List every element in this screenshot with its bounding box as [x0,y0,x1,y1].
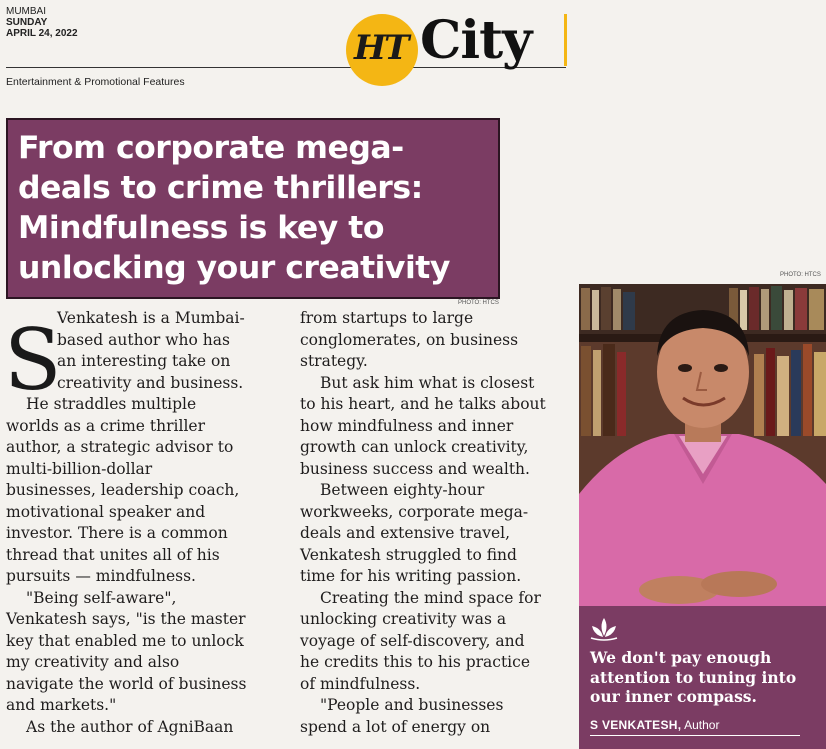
text-line: spend a lot of energy on [300,717,491,736]
headline-line: Mindfulness is key to [18,210,384,246]
text-line: Creating the mind space for [320,588,541,607]
text-line: conglomerates, on business [300,330,519,349]
pull-quote-text [590,648,796,707]
text-line: businesses, leadership coach, [6,481,240,499]
text-line: time for his writing passion. [300,567,522,585]
text-line: creativity and business. [57,373,244,392]
lotus-icon [589,616,619,642]
portrait-photo-credit: PHOTO: HTCS [780,272,821,278]
text-line: navigate the world of business [6,674,247,693]
text-line: growth can unlock creativity, [300,438,529,456]
quote-author-role: Author [684,718,720,732]
text-line: unlocking creativity was a [300,610,507,628]
text-line: investor. There is a common [6,524,228,542]
text-line: author, a strategic advisor to [6,438,234,456]
logo-accent-bar [564,14,567,66]
ht-logo-text: HT [354,28,408,68]
text-line: and markets." [6,696,117,714]
dateline-city: MUMBAI [6,6,46,17]
quote-attribution [590,718,719,732]
text-line: Venkatesh is a Mumbai- [57,309,245,327]
text-line: "Being self-aware", [26,588,177,607]
text-line: to his heart, and he talks about [300,395,546,413]
article-column-2 [300,308,546,738]
text-line: Venkatesh struggled to find [300,545,517,564]
article-column-1-cont [6,394,246,738]
text-line: He straddles multiple [26,395,197,413]
headline-photo-credit: PHOTO: HTCS [458,300,499,306]
text-line: business success and wealth. [300,459,530,478]
ht-city-logo [346,10,568,84]
text-line: how mindfulness and inner [300,416,514,435]
quote-line: We don't pay enough [590,648,772,667]
portrait-illustration [579,284,826,606]
author-portrait-photo [579,284,826,606]
text-line: multi-billion-dollar [6,459,153,478]
text-line: Between eighty-hour [320,481,485,499]
pull-quote-box [579,606,826,749]
text-line: voyage of self-discovery, and [300,631,525,650]
dateline-day: SUNDAY [6,17,48,28]
article-column-1 [57,308,245,394]
article-headline [6,118,500,299]
quote-author-name: S VENKATESH, [590,718,682,732]
text-line: my creativity and also [6,653,180,671]
headline-line: deals to crime thrillers: [18,170,423,206]
text-line: from startups to large [300,309,474,327]
text-line: "People and businesses [320,696,504,714]
text-line: strategy. [300,352,368,370]
text-line: pursuits — mindfulness. [6,567,196,585]
dateline-date: APRIL 24, 2022 [6,28,78,39]
text-line: worlds as a crime thriller [6,416,205,435]
text-line: of mindfulness. [300,674,421,693]
headline-line: unlocking your creativity [18,250,450,286]
text-line: he credits this to his practice [300,653,530,671]
text-line: key that enabled me to unlock [6,631,244,650]
text-line: based author who has [57,330,230,349]
text-line: But ask him what is closest [320,373,535,392]
quote-underline [590,735,800,736]
quote-line: our inner compass. [590,687,757,706]
city-logo-text: City [420,10,532,71]
section-label: Entertainment & Promotional Features [6,76,185,88]
text-line: an interesting take on [57,352,231,370]
headline-line: From corporate mega- [18,130,404,166]
drop-cap: S [4,311,62,409]
text-line: thread that unites all of his [6,545,220,564]
text-line: workweeks, corporate mega- [300,502,529,521]
text-line: motivational speaker and [6,502,206,521]
masthead-dateline [6,6,78,39]
quote-line: attention to tuning into [590,667,797,687]
text-line: deals and extensive travel, [300,524,511,542]
text-line: Venkatesh says, "is the master [6,610,246,628]
text-line: As the author of AgniBaan [26,717,234,736]
